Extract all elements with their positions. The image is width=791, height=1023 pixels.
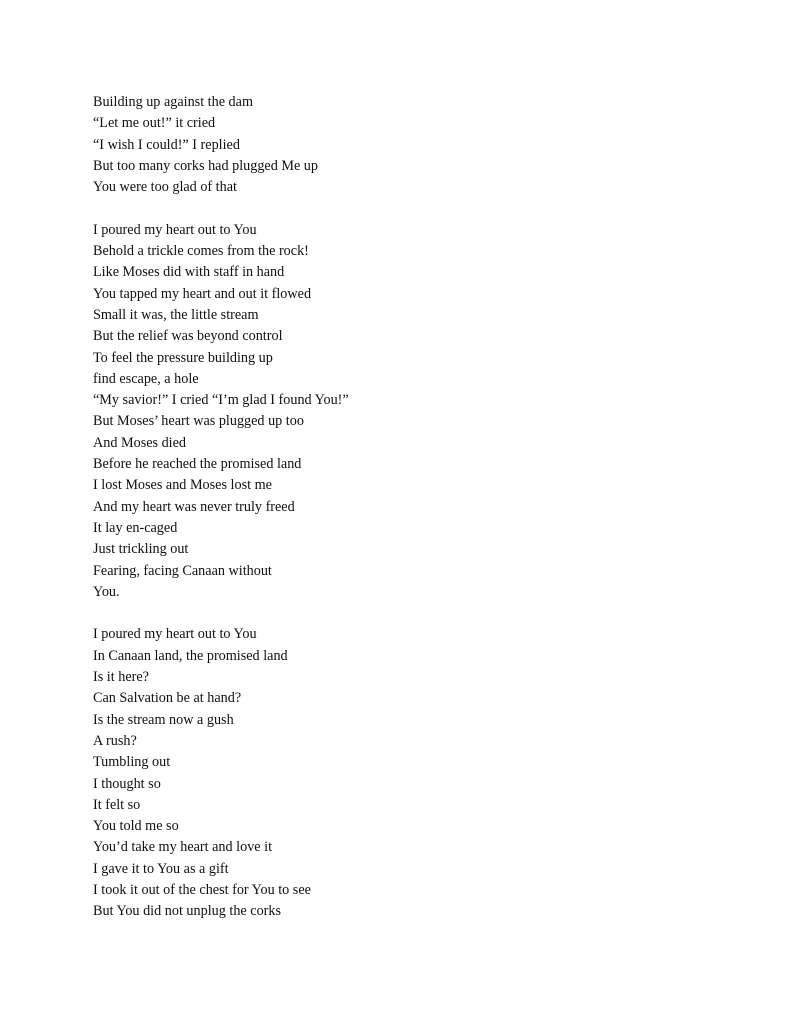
poem-line: I poured my heart out to You xyxy=(93,221,257,238)
poem-line: Is it here? xyxy=(93,669,149,686)
poem-line: But too many corks had plugged Me up xyxy=(93,157,318,174)
poem-line: It lay en-caged xyxy=(93,519,178,536)
poem-line: Fearing, facing Canaan without xyxy=(93,562,272,579)
poem-line: “I wish I could!” I replied xyxy=(93,136,240,153)
poem-line: I lost Moses and Moses lost me xyxy=(93,477,272,494)
poem-line: I poured my heart out to You xyxy=(93,626,257,643)
poem-line: You tapped my heart and out it flowed xyxy=(93,285,312,302)
poem-line: A rush? xyxy=(93,732,137,749)
poem-line: And Moses died xyxy=(93,434,187,451)
poem-line: Building up against the dam xyxy=(93,94,253,110)
stanza-2 xyxy=(93,220,733,603)
poem-line: You were too glad of that xyxy=(93,179,237,196)
poem-line: You told me so xyxy=(93,818,179,835)
poem-line: I thought so xyxy=(93,775,161,792)
poem-line: In Canaan land, the promised land xyxy=(93,647,288,664)
poem-line: But Moses’ heart was plugged up too xyxy=(93,413,304,430)
poem-line: “My savior!” I cried “I’m glad I found You!” xyxy=(93,392,349,409)
poem-line: I gave it to You as a gift xyxy=(93,860,229,877)
poem-line: Is the stream now a gush xyxy=(93,711,234,728)
stanza-3 xyxy=(93,624,733,922)
poem-line: Can Salvation be at hand? xyxy=(93,690,242,707)
poem-line: To feel the pressure building up xyxy=(93,349,273,366)
stanza-1 xyxy=(93,92,733,198)
poem-line: But You did not unplug the corks xyxy=(93,903,281,920)
poem-line: I took it out of the chest for You to see xyxy=(93,881,311,898)
poem-line: But the relief was beyond control xyxy=(93,328,283,345)
poem-line: Tumbling out xyxy=(93,754,171,771)
poem-line: Behold a trickle comes from the rock! xyxy=(93,243,309,260)
poem-line: Just trickling out xyxy=(93,541,189,558)
poem-line: It felt so xyxy=(93,796,141,813)
poem-line: Before he reached the promised land xyxy=(93,456,302,473)
poem-body xyxy=(93,92,733,923)
poem-line: “Let me out!” it cried xyxy=(93,115,216,132)
poem-line: And my heart was never truly freed xyxy=(93,498,295,515)
poem-line: Small it was, the little stream xyxy=(93,306,259,323)
poem-line: find escape, a hole xyxy=(93,370,199,387)
poem-line: You. xyxy=(93,583,120,600)
poem-line: You’d take my heart and love it xyxy=(93,839,273,856)
poem-line: Like Moses did with staff in hand xyxy=(93,264,285,281)
